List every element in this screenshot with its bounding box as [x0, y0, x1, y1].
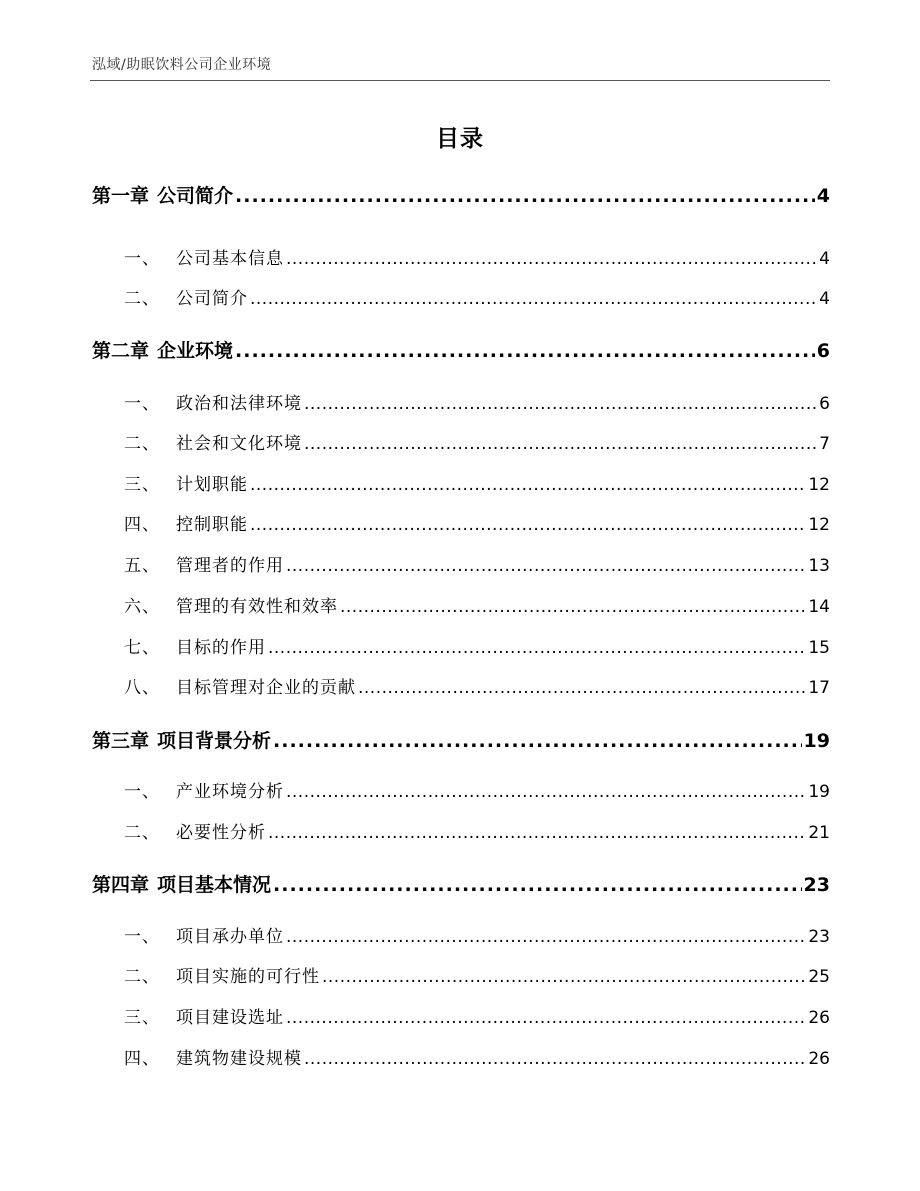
- toc-page-number: 6: [816, 340, 830, 362]
- toc-section-entry[interactable]: [92, 673, 830, 697]
- toc-entry-label: 公司简介: [176, 289, 248, 309]
- toc-dot-leader: [286, 1008, 806, 1028]
- toc-entry-label: 企业环境: [157, 340, 234, 362]
- toc-dot-leader: [250, 515, 806, 535]
- toc-section-entry[interactable]: [92, 818, 830, 842]
- toc-dot-leader: [250, 289, 817, 309]
- toc-entry-number: 第四章: [92, 874, 150, 896]
- toc-page-number: 25: [808, 967, 830, 987]
- toc-entry-number: 一、: [124, 249, 160, 269]
- toc-entry-number: 二、: [124, 289, 160, 309]
- toc-section-entry[interactable]: [92, 592, 830, 616]
- toc-entry-number: 四、: [124, 1049, 160, 1069]
- toc-page-number: 12: [808, 475, 830, 495]
- toc-page-number: 15: [808, 638, 830, 658]
- toc-dot-leader: [304, 394, 817, 414]
- toc-section-entry[interactable]: [92, 470, 830, 494]
- toc-dot-leader: [235, 340, 815, 362]
- toc-dot-leader: [235, 185, 815, 207]
- toc-dot-leader: [358, 678, 806, 698]
- toc-entry-number: 五、: [124, 556, 160, 576]
- toc-section-entry[interactable]: [92, 633, 830, 657]
- toc-dot-leader: [322, 967, 806, 987]
- toc-entry-label: 目标的作用: [176, 638, 266, 658]
- toc-dot-leader: [340, 597, 806, 617]
- toc-entry-number: 第二章: [92, 340, 150, 362]
- toc-entry-label: 项目建设选址: [176, 1008, 284, 1028]
- header-divider: [90, 80, 830, 81]
- toc-entry-label: 管理者的作用: [176, 556, 284, 576]
- toc-section-entry[interactable]: [92, 777, 830, 801]
- toc-page-number: 19: [803, 730, 830, 752]
- toc-entry-number: 六、: [124, 597, 160, 617]
- toc-chapter-entry[interactable]: [92, 336, 830, 364]
- toc-entry-number: 一、: [124, 394, 160, 414]
- toc-page-number: 17: [808, 678, 830, 698]
- toc-entry-number: 二、: [124, 434, 160, 454]
- toc-dot-leader: [268, 638, 806, 658]
- toc-entry-label: 社会和文化环境: [176, 434, 302, 454]
- toc-entry-label: 政治和法律环境: [176, 394, 302, 414]
- toc-section-entry[interactable]: [92, 284, 830, 308]
- toc-entry-number: 第一章: [92, 185, 150, 207]
- toc-entry-number: 三、: [124, 475, 160, 495]
- toc-page-number: 14: [808, 597, 830, 617]
- toc-entry-label: 项目实施的可行性: [176, 967, 320, 987]
- toc-section-entry[interactable]: [92, 244, 830, 268]
- toc-page-number: 7: [819, 434, 830, 454]
- toc-section-entry[interactable]: [92, 389, 830, 413]
- toc-entry-number: 一、: [124, 782, 160, 802]
- toc-entry-label: 建筑物建设规模: [176, 1049, 302, 1069]
- toc-page-number: 26: [808, 1049, 830, 1069]
- toc-section-entry[interactable]: [92, 922, 830, 946]
- toc-page-number: 12: [808, 515, 830, 535]
- toc-entry-label: 必要性分析: [176, 823, 266, 843]
- toc-page-number: 4: [819, 249, 830, 269]
- toc-entry-label: 产业环境分析: [176, 782, 284, 802]
- toc-entry-number: 第三章: [92, 730, 150, 752]
- toc-entry-number: 三、: [124, 1008, 160, 1028]
- toc-page-number: 26: [808, 1008, 830, 1028]
- toc-section-entry[interactable]: [92, 962, 830, 986]
- toc-chapter-entry[interactable]: [92, 181, 830, 209]
- running-header: 泓域/助眠饮料公司企业环境: [92, 57, 272, 73]
- toc-section-entry[interactable]: [92, 551, 830, 575]
- toc-section-entry[interactable]: [92, 429, 830, 453]
- toc-page-number: 6: [819, 394, 830, 414]
- toc-section-entry[interactable]: [92, 1003, 830, 1027]
- toc-entry-label: 项目基本情况: [157, 874, 272, 896]
- toc-dot-leader: [286, 556, 806, 576]
- toc-entry-number: 一、: [124, 927, 160, 947]
- toc-dot-leader: [268, 823, 806, 843]
- toc-dot-leader: [286, 927, 806, 947]
- toc-dot-leader: [304, 434, 817, 454]
- toc-section-entry[interactable]: [92, 1044, 830, 1068]
- toc-page-number: 23: [803, 874, 830, 896]
- toc-dot-leader: [250, 475, 806, 495]
- toc-entry-label: 目标管理对企业的贡献: [176, 678, 356, 698]
- toc-entry-label: 公司基本信息: [176, 249, 284, 269]
- toc-entry-number: 二、: [124, 967, 160, 987]
- toc-entry-label: 项目承办单位: [176, 927, 284, 947]
- toc-entry-label: 公司简介: [157, 185, 234, 207]
- toc-entry-label: 项目背景分析: [157, 730, 272, 752]
- toc-dot-leader: [286, 249, 817, 269]
- toc-entry-number: 八、: [124, 678, 160, 698]
- toc-page-number: 21: [808, 823, 830, 843]
- toc-entry-number: 四、: [124, 515, 160, 535]
- toc-dot-leader: [273, 730, 802, 752]
- toc-entry-label: 控制职能: [176, 515, 248, 535]
- toc-entry-number: 二、: [124, 823, 160, 843]
- toc-page-number: 4: [819, 289, 830, 309]
- toc-entry-number: 七、: [124, 638, 160, 658]
- toc-dot-leader: [304, 1049, 806, 1069]
- toc-page-number: 4: [816, 185, 830, 207]
- toc-dot-leader: [286, 782, 806, 802]
- toc-page-number: 23: [808, 927, 830, 947]
- toc-page-number: 13: [808, 556, 830, 576]
- toc-entry-label: 管理的有效性和效率: [176, 597, 338, 617]
- toc-title: 目录: [436, 126, 484, 152]
- toc-dot-leader: [273, 874, 802, 896]
- toc-chapter-entry[interactable]: [92, 870, 830, 898]
- toc-chapter-entry[interactable]: [92, 726, 830, 754]
- toc-page-number: 19: [808, 782, 830, 802]
- toc-entry-label: 计划职能: [176, 475, 248, 495]
- toc-section-entry[interactable]: [92, 510, 830, 534]
